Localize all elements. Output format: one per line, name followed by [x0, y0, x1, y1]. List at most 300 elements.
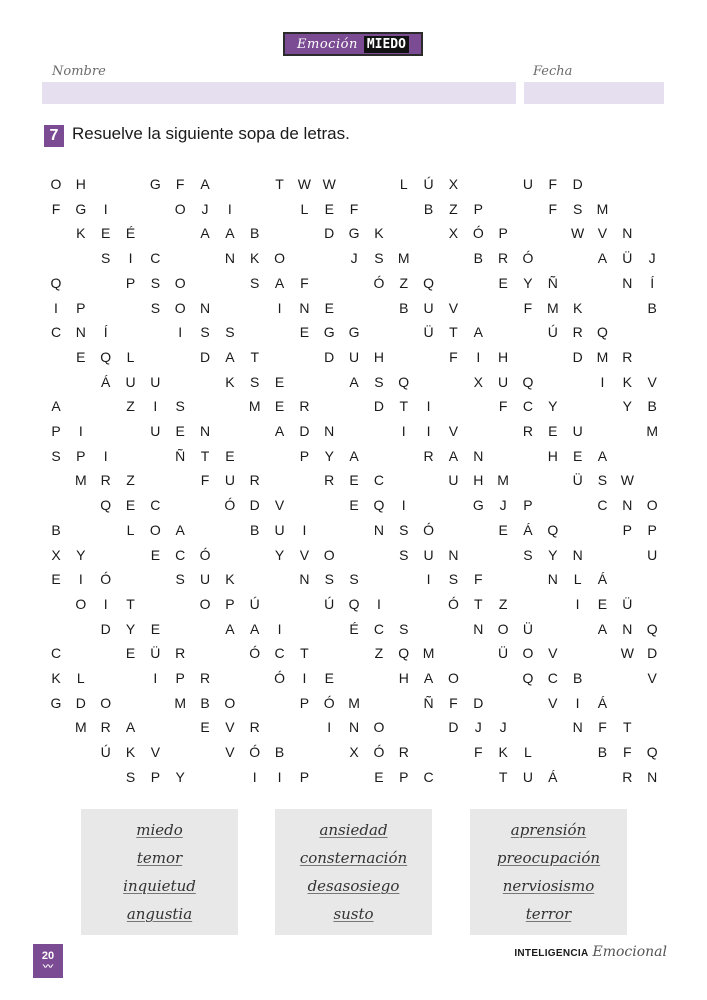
word-item: preocupación	[496, 849, 601, 867]
grid-letter: U	[423, 546, 434, 563]
grid-letter: P	[523, 497, 533, 514]
grid-letter: I	[600, 373, 605, 390]
grid-letter: B	[423, 200, 434, 217]
grid-letter: Q	[646, 744, 658, 761]
grid-letter: I	[327, 719, 332, 736]
grid-letter: D	[473, 694, 484, 711]
grid-letter: S	[175, 398, 185, 415]
grid-letter: O	[274, 250, 285, 267]
grid-letter: H	[498, 348, 509, 365]
grid-letter: S	[374, 250, 384, 267]
grid-letter: V	[299, 546, 310, 563]
grid-letter: Ó	[199, 546, 211, 563]
grid-letter: F	[548, 200, 558, 217]
grid-letter: Ú	[547, 324, 558, 341]
word-item: susto	[333, 905, 374, 923]
grid-letter: P	[76, 447, 86, 464]
grid-letter: Z	[399, 274, 409, 291]
grid-letter: A	[349, 373, 359, 390]
grid-letter: V	[225, 719, 235, 736]
grid-letter: E	[324, 200, 334, 217]
grid-letter: E	[200, 719, 210, 736]
grid-letter: R	[249, 719, 260, 736]
grid-letter: I	[153, 398, 158, 415]
grid-letter: R	[572, 324, 583, 341]
grid-letter: W	[620, 472, 634, 489]
grid-letter: Y	[548, 398, 558, 415]
grid-letter: R	[324, 472, 335, 489]
grid-letter: P	[622, 521, 632, 538]
grid-letter: Q	[373, 497, 385, 514]
grid-letter: Y	[523, 274, 533, 291]
grid-letter: J	[499, 497, 507, 514]
grid-letter: C	[150, 497, 161, 514]
grid-letter: N	[324, 423, 335, 439]
grid-letter: C	[423, 768, 434, 785]
grid-letter: E	[76, 348, 86, 365]
grid-letter: K	[572, 299, 583, 316]
grid-letter: Ü	[498, 645, 509, 662]
grid-letter: Ú	[100, 744, 111, 761]
grid-letter: P	[51, 423, 61, 439]
grid-letter: A	[274, 423, 285, 439]
grid-letter: Ó	[249, 744, 261, 761]
grid-letter: E	[324, 299, 334, 316]
grid-letter: Y	[324, 447, 334, 464]
grid-letter: B	[200, 694, 210, 711]
grid-letter: W	[571, 225, 585, 242]
grid-letter: V	[647, 670, 657, 686]
grid-letter: Q	[646, 620, 658, 637]
grid-letter: Z	[498, 595, 508, 612]
grid-letter: R	[199, 670, 211, 686]
grid-letter: F	[449, 348, 458, 365]
grid-letter: F	[598, 719, 607, 736]
word-item: inquietud	[123, 877, 196, 895]
grid-letter: M	[74, 472, 87, 489]
grid-letter: U	[150, 373, 161, 390]
grid-letter: Q	[522, 373, 534, 390]
grid-letter: U	[647, 546, 658, 563]
grid-letter: S	[250, 274, 260, 291]
grid-letter: Z	[374, 645, 384, 662]
grid-letter: B	[647, 299, 657, 316]
word-item: aprensión	[510, 821, 587, 839]
grid-letter: R	[100, 719, 111, 736]
grid-letter: E	[274, 398, 285, 415]
grid-letter: O	[323, 546, 335, 563]
grid-letter: G	[472, 497, 484, 514]
word-list-2	[275, 809, 432, 935]
grid-letter: M	[546, 299, 559, 316]
grid-letter: T	[498, 768, 508, 785]
grid-letter: P	[299, 447, 310, 464]
grid-letter: T	[250, 348, 259, 365]
grid-letter: I	[103, 447, 108, 464]
grid-letter: E	[597, 595, 608, 612]
grid-letter: Ó	[373, 274, 385, 291]
grid-letter: R	[622, 768, 633, 785]
grid-letter: U	[448, 472, 459, 489]
grid-letter: Á	[523, 521, 533, 538]
word-item: angustia	[126, 905, 193, 923]
header-label: Emoción	[297, 36, 358, 52]
grid-letter: M	[596, 348, 609, 365]
grid-letter: D	[572, 176, 583, 192]
grid-letter: A	[250, 620, 260, 637]
grid-letter: S	[572, 200, 583, 217]
grid-letter: D	[299, 423, 310, 439]
grid-letter: E	[498, 521, 508, 538]
grid-letter: S	[399, 620, 409, 637]
grid-letter: V	[150, 744, 161, 761]
grid-letter: I	[277, 620, 282, 637]
grid-letter: G	[149, 176, 161, 192]
grid-letter: N	[647, 768, 658, 785]
grid-letter: S	[399, 521, 409, 538]
grid-letter: Ñ	[175, 447, 186, 464]
grid-letter: U	[224, 472, 235, 489]
grid-letter: E	[225, 447, 235, 464]
grid-letter: A	[125, 719, 136, 736]
grid-letter: S	[523, 546, 533, 563]
grid-letter: S	[200, 324, 210, 341]
grid-letter: A	[175, 521, 185, 538]
grid-letter: E	[101, 225, 111, 242]
grid-letter: Ñ	[423, 694, 434, 711]
grid-letter: Y	[548, 546, 558, 563]
grid-letter: U	[522, 768, 534, 785]
grid-letter: Y	[175, 768, 185, 785]
grid-letter: M	[646, 423, 658, 439]
grid-letter: I	[153, 670, 158, 686]
grid-letter: Í	[650, 274, 655, 291]
grid-letter: F	[349, 200, 359, 217]
grid-letter: Ó	[373, 744, 385, 761]
grid-letter: A	[200, 176, 210, 192]
grid-letter: Á	[101, 373, 111, 390]
grid-letter: E	[349, 497, 359, 514]
grid-letter: S	[225, 324, 235, 341]
word-item: nerviosismo	[502, 877, 595, 895]
grid-letter: F	[51, 200, 61, 217]
grid-letter: S	[51, 447, 61, 464]
grid-letter: B	[250, 521, 260, 538]
grid-letter: O	[522, 645, 534, 662]
exercise-instruction: Resuelve la siguiente sopa de letras.	[72, 124, 350, 143]
grid-letter: Ó	[522, 250, 534, 267]
date-field[interactable]	[524, 82, 664, 104]
grid-letter: L	[126, 348, 135, 365]
grid-letter: O	[174, 274, 186, 291]
grid-letter: I	[376, 595, 381, 612]
grid-letter: U	[423, 299, 434, 316]
grid-letter: F	[449, 694, 458, 711]
grid-letter: U	[199, 571, 211, 588]
grid-letter: N	[572, 719, 583, 736]
grid-letter: A	[225, 348, 235, 365]
grid-letter: B	[473, 250, 483, 267]
grid-letter: Z	[449, 200, 458, 217]
grid-letter: C	[150, 250, 161, 267]
grid-letter: H	[398, 670, 409, 686]
grid-letter: N	[299, 571, 310, 588]
grid-letter: S	[597, 472, 608, 489]
grid-letter: G	[323, 324, 335, 341]
grid-letter: Q	[547, 521, 559, 538]
grid-letter: I	[277, 768, 282, 785]
grid-letter: S	[175, 571, 185, 588]
grid-letter: G	[348, 324, 360, 341]
grid-letter: S	[324, 571, 334, 588]
grid-letter: T	[623, 719, 632, 736]
grid-letter: N	[199, 299, 211, 316]
grid-letter: P	[498, 225, 508, 242]
grid-letter: P	[175, 670, 185, 686]
grid-letter: A	[423, 670, 434, 686]
grid-letter: G	[348, 225, 360, 242]
grid-letter: B	[274, 744, 285, 761]
grid-letter: Z	[126, 398, 135, 415]
grid-letter: B	[597, 744, 608, 761]
grid-letter: V	[225, 744, 235, 761]
grid-letter: C	[50, 324, 62, 341]
grid-letter: A	[597, 620, 608, 637]
word-item: temor	[136, 849, 183, 867]
grid-letter: Y	[76, 546, 86, 563]
grid-letter: Á	[597, 694, 608, 711]
grid-letter: K	[374, 225, 384, 242]
grid-letter: N	[75, 324, 86, 341]
emotion-header-badge	[283, 32, 423, 56]
grid-letter: E	[299, 324, 310, 341]
grid-letter: A	[597, 250, 608, 267]
grid-letter: R	[522, 423, 534, 439]
grid-letter: I	[277, 299, 282, 316]
grid-letter: D	[324, 348, 335, 365]
grid-letter: P	[473, 200, 483, 217]
grid-letter: U	[274, 521, 285, 538]
header-emotion: MIEDO	[364, 36, 409, 53]
grid-letter: A	[200, 225, 210, 242]
grid-letter: P	[399, 768, 409, 785]
grid-letter: P	[150, 768, 161, 785]
grid-letter: N	[473, 447, 484, 464]
grid-letter: X	[448, 176, 459, 192]
grid-letter: S	[349, 571, 359, 588]
grid-letter: P	[299, 694, 310, 711]
grid-letter: H	[75, 176, 86, 192]
grid-letter: A	[597, 447, 608, 464]
grid-letter: Á	[597, 571, 608, 588]
grid-letter: A	[274, 274, 285, 291]
grid-letter: F	[623, 744, 632, 761]
grid-letter: D	[448, 719, 459, 736]
grid-letter: V	[448, 423, 459, 439]
grid-letter: N	[199, 423, 211, 439]
wave-icon: 〰	[43, 962, 53, 973]
grid-letter: Q	[100, 497, 112, 514]
grid-letter: O	[75, 595, 87, 612]
name-label: Nombre	[52, 64, 106, 79]
grid-letter: P	[125, 274, 136, 291]
grid-letter: E	[274, 373, 285, 390]
grid-letter: B	[572, 670, 583, 686]
grid-letter: L	[300, 200, 309, 217]
grid-letter: O	[199, 595, 211, 612]
grid-letter: R	[622, 348, 633, 365]
word-item: miedo	[136, 821, 183, 839]
grid-letter: V	[548, 694, 558, 711]
grid-letter: E	[572, 447, 583, 464]
grid-letter: D	[324, 225, 335, 242]
grid-letter: I	[426, 423, 431, 439]
grid-letter: B	[250, 225, 260, 242]
grid-letter: J	[648, 250, 656, 267]
grid-letter: Ó	[224, 497, 236, 514]
grid-letter: V	[274, 497, 285, 514]
grid-letter: W	[322, 176, 336, 192]
grid-letter: K	[125, 744, 136, 761]
grid-letter: Ü	[572, 472, 583, 489]
grid-letter: E	[324, 670, 334, 686]
grid-letter: M	[348, 694, 360, 711]
grid-letter: E	[498, 274, 508, 291]
grid-letter: F	[498, 398, 508, 415]
grid-letter: E	[349, 472, 359, 489]
grid-letter: R	[299, 398, 310, 415]
grid-letter: N	[622, 225, 633, 242]
grid-letter: L	[76, 670, 85, 686]
grid-letter: Ó	[447, 595, 459, 612]
grid-letter: C	[373, 620, 384, 637]
grid-letter: Ñ	[547, 274, 558, 291]
grid-letter: M	[174, 694, 187, 711]
word-item: terror	[525, 905, 572, 923]
grid-letter: É	[349, 620, 359, 637]
grid-letter: Ü	[622, 595, 633, 612]
date-label: Fecha	[533, 64, 573, 79]
grid-letter: S	[150, 274, 161, 291]
grid-letter: M	[497, 472, 509, 489]
grid-letter: D	[647, 645, 658, 662]
grid-letter: Ó	[100, 571, 112, 588]
grid-letter: B	[51, 521, 61, 538]
footer-brand-script: Emocional	[592, 944, 667, 960]
grid-letter: H	[373, 348, 384, 365]
grid-letter: J	[201, 200, 209, 217]
word-item: desasosiego	[307, 877, 400, 895]
grid-letter: D	[75, 694, 86, 711]
grid-letter: Ü	[622, 250, 633, 267]
grid-letter: Y	[622, 398, 632, 415]
grid-letter: C	[175, 546, 186, 563]
grid-letter: E	[374, 768, 384, 785]
grid-letter: A	[349, 447, 359, 464]
grid-letter: F	[523, 299, 533, 316]
grid-letter: I	[178, 324, 183, 341]
grid-letter: R	[498, 250, 509, 267]
grid-letter: D	[373, 398, 384, 415]
grid-letter: E	[548, 423, 558, 439]
grid-letter: S	[250, 373, 260, 390]
grid-letter: N	[299, 299, 310, 316]
grid-letter: Q	[398, 645, 410, 662]
footer-brand	[514, 944, 667, 960]
grid-letter: N	[373, 521, 384, 538]
grid-letter: Ó	[323, 694, 335, 711]
grid-letter: P	[225, 595, 235, 612]
grid-letter: K	[498, 744, 508, 761]
grid-letter: D	[572, 348, 583, 365]
grid-letter: O	[100, 694, 112, 711]
grid-letter: B	[647, 398, 657, 415]
grid-letter: I	[128, 250, 133, 267]
grid-letter: N	[473, 620, 484, 637]
grid-letter: K	[225, 571, 235, 588]
grid-letter: N	[622, 620, 633, 637]
grid-letter: N	[349, 719, 360, 736]
page-number-badge	[33, 944, 63, 978]
grid-letter: I	[426, 398, 431, 415]
grid-letter: Á	[548, 768, 558, 785]
grid-letter: I	[103, 595, 108, 612]
grid-letter: R	[175, 645, 186, 662]
grid-letter: E	[125, 645, 136, 662]
grid-letter: I	[227, 200, 232, 217]
grid-letter: S	[448, 571, 459, 588]
grid-letter: M	[397, 250, 410, 267]
grid-letter: A	[225, 225, 235, 242]
grid-letter: L	[126, 521, 135, 538]
grid-letter: O	[174, 200, 186, 217]
grid-letter: Q	[100, 348, 112, 365]
grid-letter: F	[473, 744, 483, 761]
grid-letter: V	[597, 225, 608, 242]
page-number: 20	[41, 950, 55, 962]
grid-letter: Ú	[423, 176, 434, 192]
grid-letter: O	[447, 670, 459, 686]
grid-letter: T	[473, 595, 483, 612]
word-item: ansiedad	[319, 821, 388, 839]
name-field[interactable]	[42, 82, 516, 104]
word-list-1	[81, 809, 238, 935]
grid-letter: Q	[522, 670, 534, 686]
grid-letter: N	[622, 274, 633, 291]
grid-letter: U	[349, 348, 360, 365]
grid-letter: S	[374, 373, 384, 390]
grid-letter: R	[398, 744, 409, 761]
grid-letter: M	[74, 719, 87, 736]
grid-letter: I	[252, 768, 257, 785]
grid-letter: Q	[50, 274, 62, 291]
grid-letter: Ó	[423, 521, 435, 538]
grid-letter: L	[399, 176, 408, 192]
grid-letter: X	[51, 546, 61, 563]
grid-letter: S	[399, 546, 409, 563]
grid-letter: C	[597, 497, 608, 514]
grid-letter: M	[596, 200, 609, 217]
grid-letter: J	[499, 719, 507, 736]
grid-letter: O	[224, 694, 236, 711]
grid-letter: T	[399, 398, 409, 415]
grid-letter: J	[474, 719, 482, 736]
grid-letter: N	[448, 546, 459, 563]
grid-letter: O	[497, 620, 509, 637]
grid-letter: M	[422, 645, 435, 662]
grid-letter: N	[622, 497, 633, 514]
grid-letter: I	[401, 423, 406, 439]
